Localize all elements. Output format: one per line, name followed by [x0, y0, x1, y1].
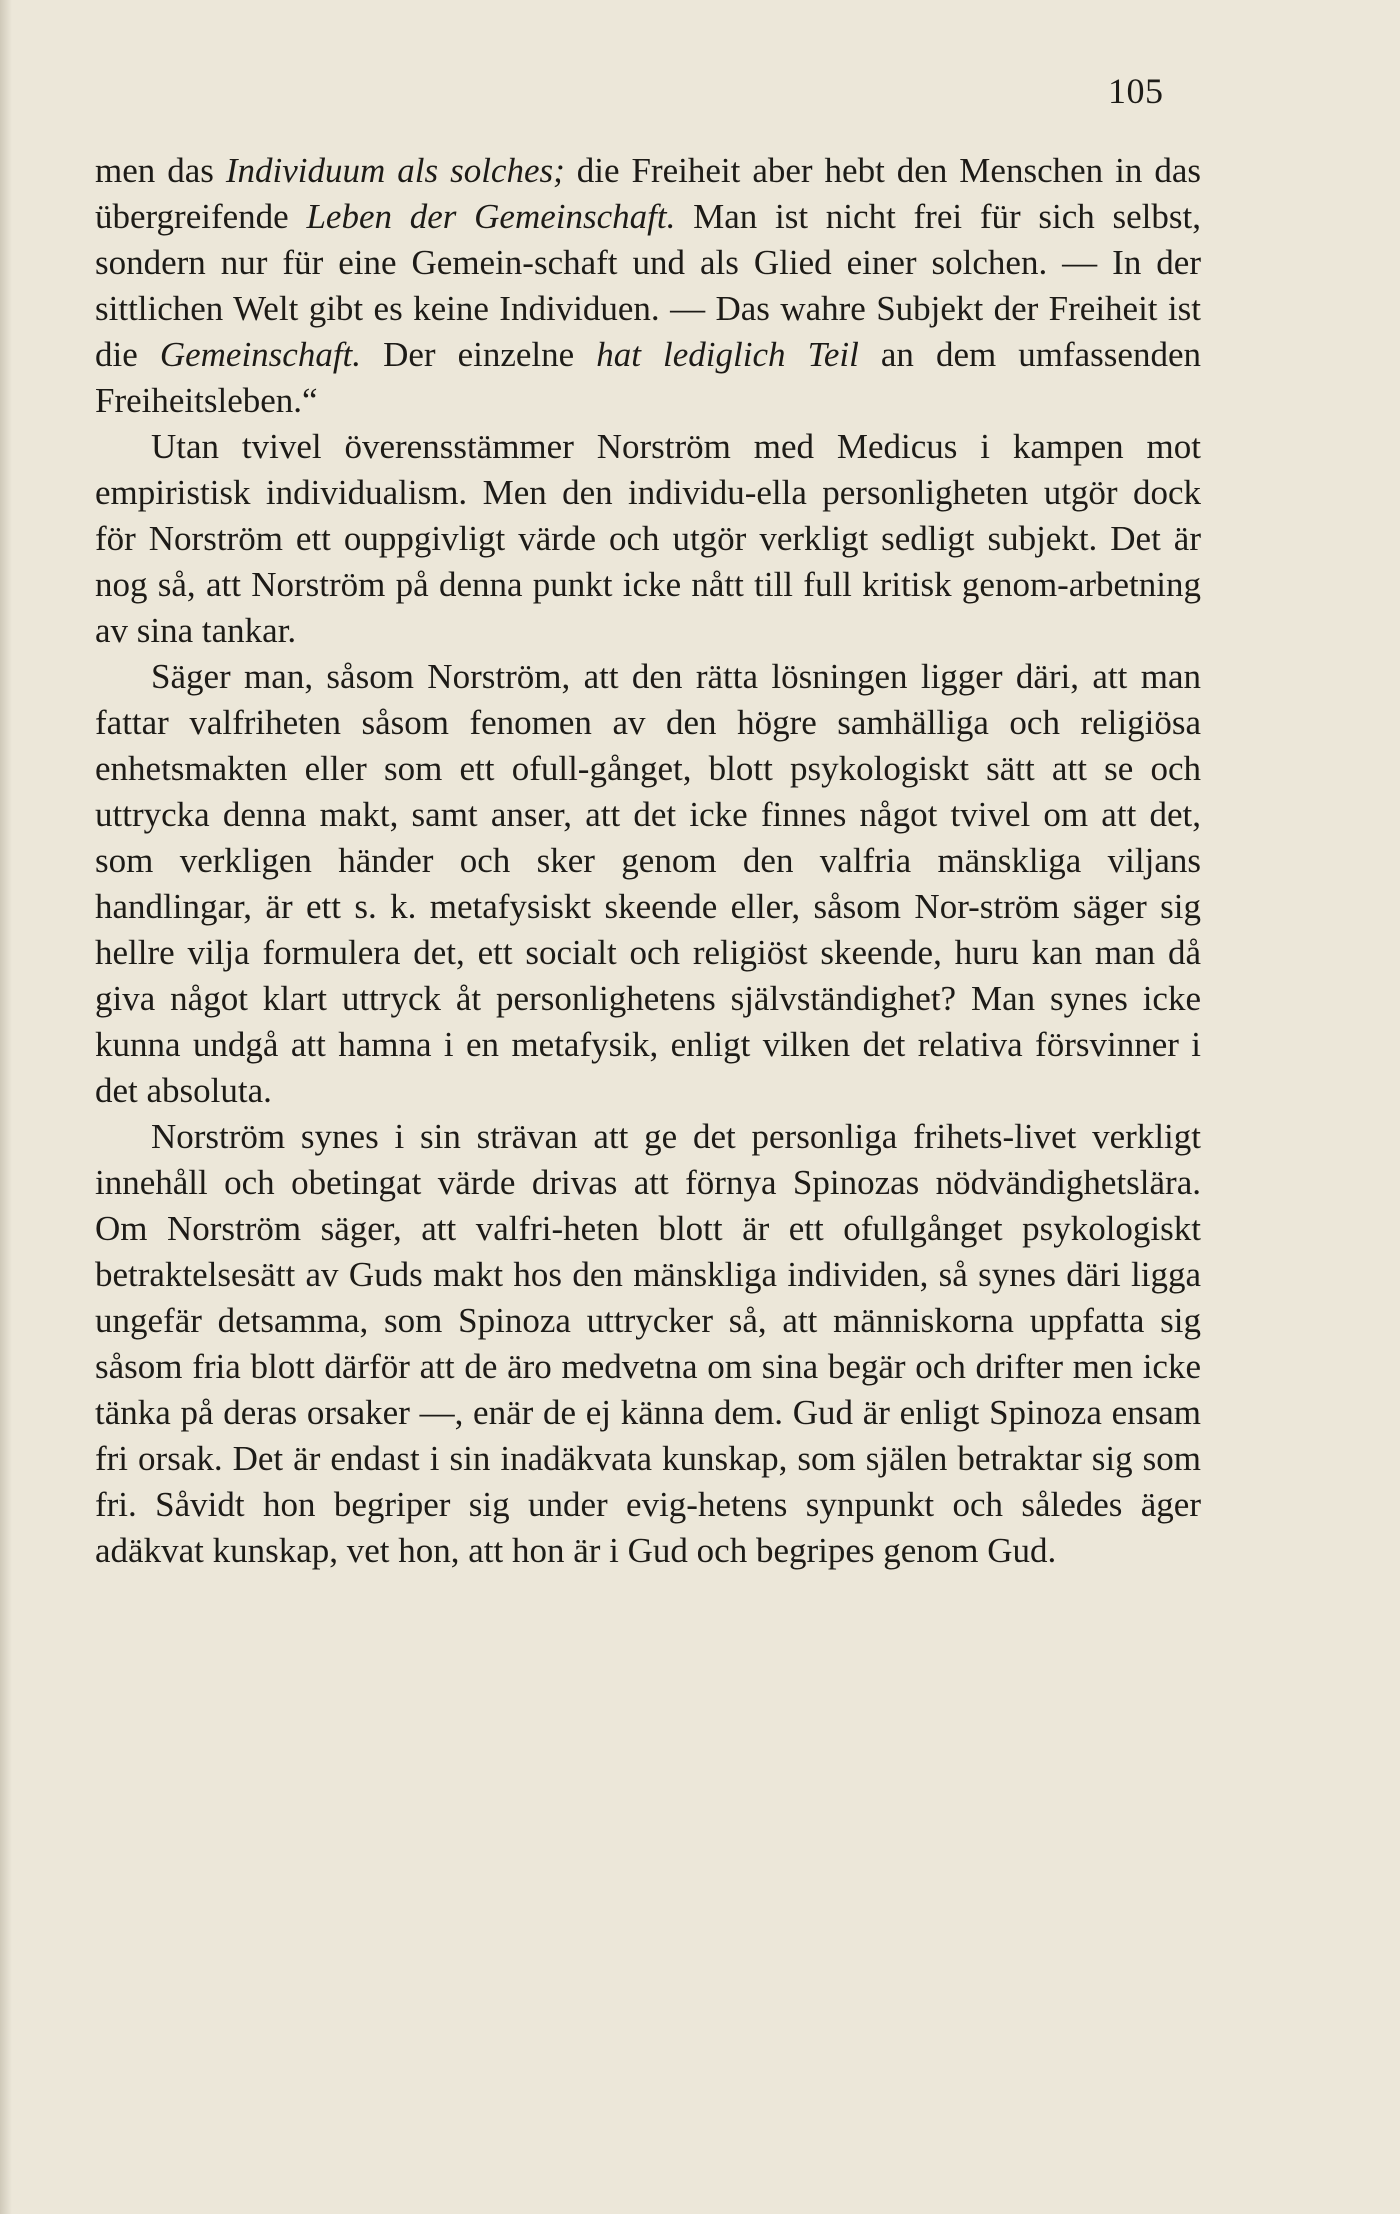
italic-segment: Leben der Gemeinschaft. — [306, 197, 676, 236]
italic-segment: Gemeinschaft. — [159, 335, 362, 374]
text-segment: Utan tvivel överensstämmer Norström med Medicus i kampen mot empiristisk individualism. Men den individu-ella personligheten utgör dock för Norström ett ouppgivligt värde och utgör verkligt sedligt subjekt. Det är nog så, att Norström på denna punkt icke nått till full kritisk genom-arbetning av sina tankar. — [95, 427, 1201, 650]
text-segment: Der einzelne — [361, 335, 597, 374]
italic-segment: Individuum als solches; — [225, 151, 565, 190]
paragraph-2 — [95, 424, 1201, 654]
text-segment: men das — [95, 151, 226, 190]
text-segment: an dem umfassenden Freiheitsleben.“ — [95, 335, 1201, 420]
text-segment: Man ist nicht frei für sich selbst, sondern nur für eine Gemein-schaft und als Glied einer solchen. — In der sittlichen Welt gibt es keine Individuen. — Das wahre Subjekt der Freiheit ist die — [95, 197, 1202, 374]
page-edge-shadow — [0, 0, 12, 2214]
page-number: 105 — [1108, 71, 1164, 111]
paragraph-3 — [95, 654, 1201, 1114]
italic-segment: hat lediglich Teil — [596, 335, 859, 374]
paragraph-1 — [95, 148, 1201, 424]
text-segment: Säger man, såsom Norström, att den rätta lösningen ligger däri, att man fattar valfriheten såsom fenomen av den högre samhälliga och religiösa enhetsmakten eller som ett ofull-gånget, blott psykologiskt sätt att se och uttrycka denna makt, samt anser, att det icke finnes något tvivel om att det, som verkligen händer och sker genom den valfria mänskliga viljans handlingar, är ett s. k. metafysiskt skeende eller, såsom Nor-ström säger sig hellre vilja formulera det, ett socialt och religiöst skeende, huru kan man då giva något klart uttryck åt personlighetens självständighet? Man synes icke kunna undgå att hamna i en metafysik, enligt vilken det relativa försvinner i det absoluta. — [95, 657, 1201, 1110]
text-segment: Norström synes i sin strävan att ge det personliga frihets-livet verkligt innehåll och obetingat värde drivas att förnya Spinozas nödvändighetslära. Om Norström säger, att valfri-heten blott är ett ofullgånget psykologiskt betraktelsesätt av Guds makt hos den mänskliga individen, så synes däri ligga ungefär detsamma, som Spinoza uttrycker så, att människorna uppfatta sig såsom fria blott därför att de äro medvetna om sina begär och drifter men icke tänka på deras orsaker —, enär de ej känna dem. Gud är enligt Spinoza ensam fri orsak. Det är endast i sin inadäkvata kunskap, som själen betraktar sig som fri. Såvidt hon begriper sig under evig-hetens synpunkt och således äger adäkvat kunskap, vet hon, att hon är i Gud och begripes genom Gud. — [95, 1117, 1201, 1570]
body-text — [95, 148, 1201, 1574]
paragraph-4 — [95, 1114, 1201, 1574]
text-segment: die Freiheit aber hebt den Menschen in das übergreifende — [95, 151, 1201, 236]
